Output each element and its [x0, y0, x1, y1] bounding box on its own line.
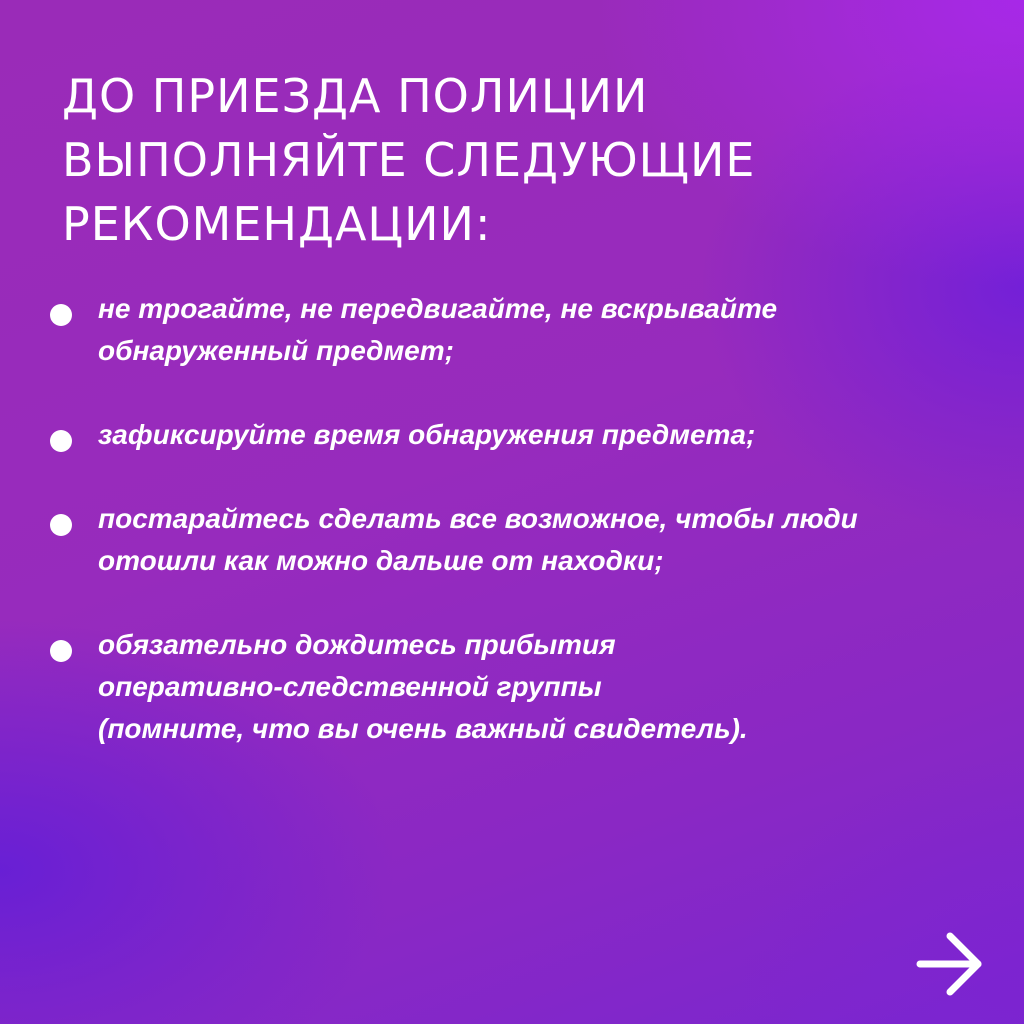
bullet-icon — [50, 514, 72, 536]
title-line: РЕКОМЕНДАЦИИ: — [62, 197, 492, 251]
list-item-text: не трогайте, не передвигайте, не вскрывайте обнаруженный предмет; — [98, 293, 778, 366]
arrow-right-icon — [914, 928, 986, 1000]
bullet-icon — [50, 304, 72, 326]
list-item-text: обязательно дождитесь прибытия оперативно-следственной группы (помните, что вы очень важный свидетель). — [98, 629, 748, 744]
bullet-icon — [50, 430, 72, 452]
bullet-icon — [50, 640, 72, 662]
list-item-text: постарайтесь сделать все возможное, чтобы люди отошли как можно дальше от находки; — [98, 503, 858, 576]
list-item — [48, 498, 948, 582]
list-item-text: зафиксируйте время обнаружения предмета; — [98, 419, 756, 450]
list-item — [48, 624, 948, 750]
list-item — [48, 414, 948, 456]
title-line: ВЫПОЛНЯЙТЕ СЛЕДУЮЩИЕ — [62, 133, 756, 187]
next-slide-button[interactable] — [914, 928, 986, 1000]
recommendations-list — [48, 288, 948, 792]
slide-title — [62, 64, 962, 256]
title-line: ДО ПРИЕЗДА ПОЛИЦИИ — [62, 69, 649, 123]
list-item — [48, 288, 948, 372]
